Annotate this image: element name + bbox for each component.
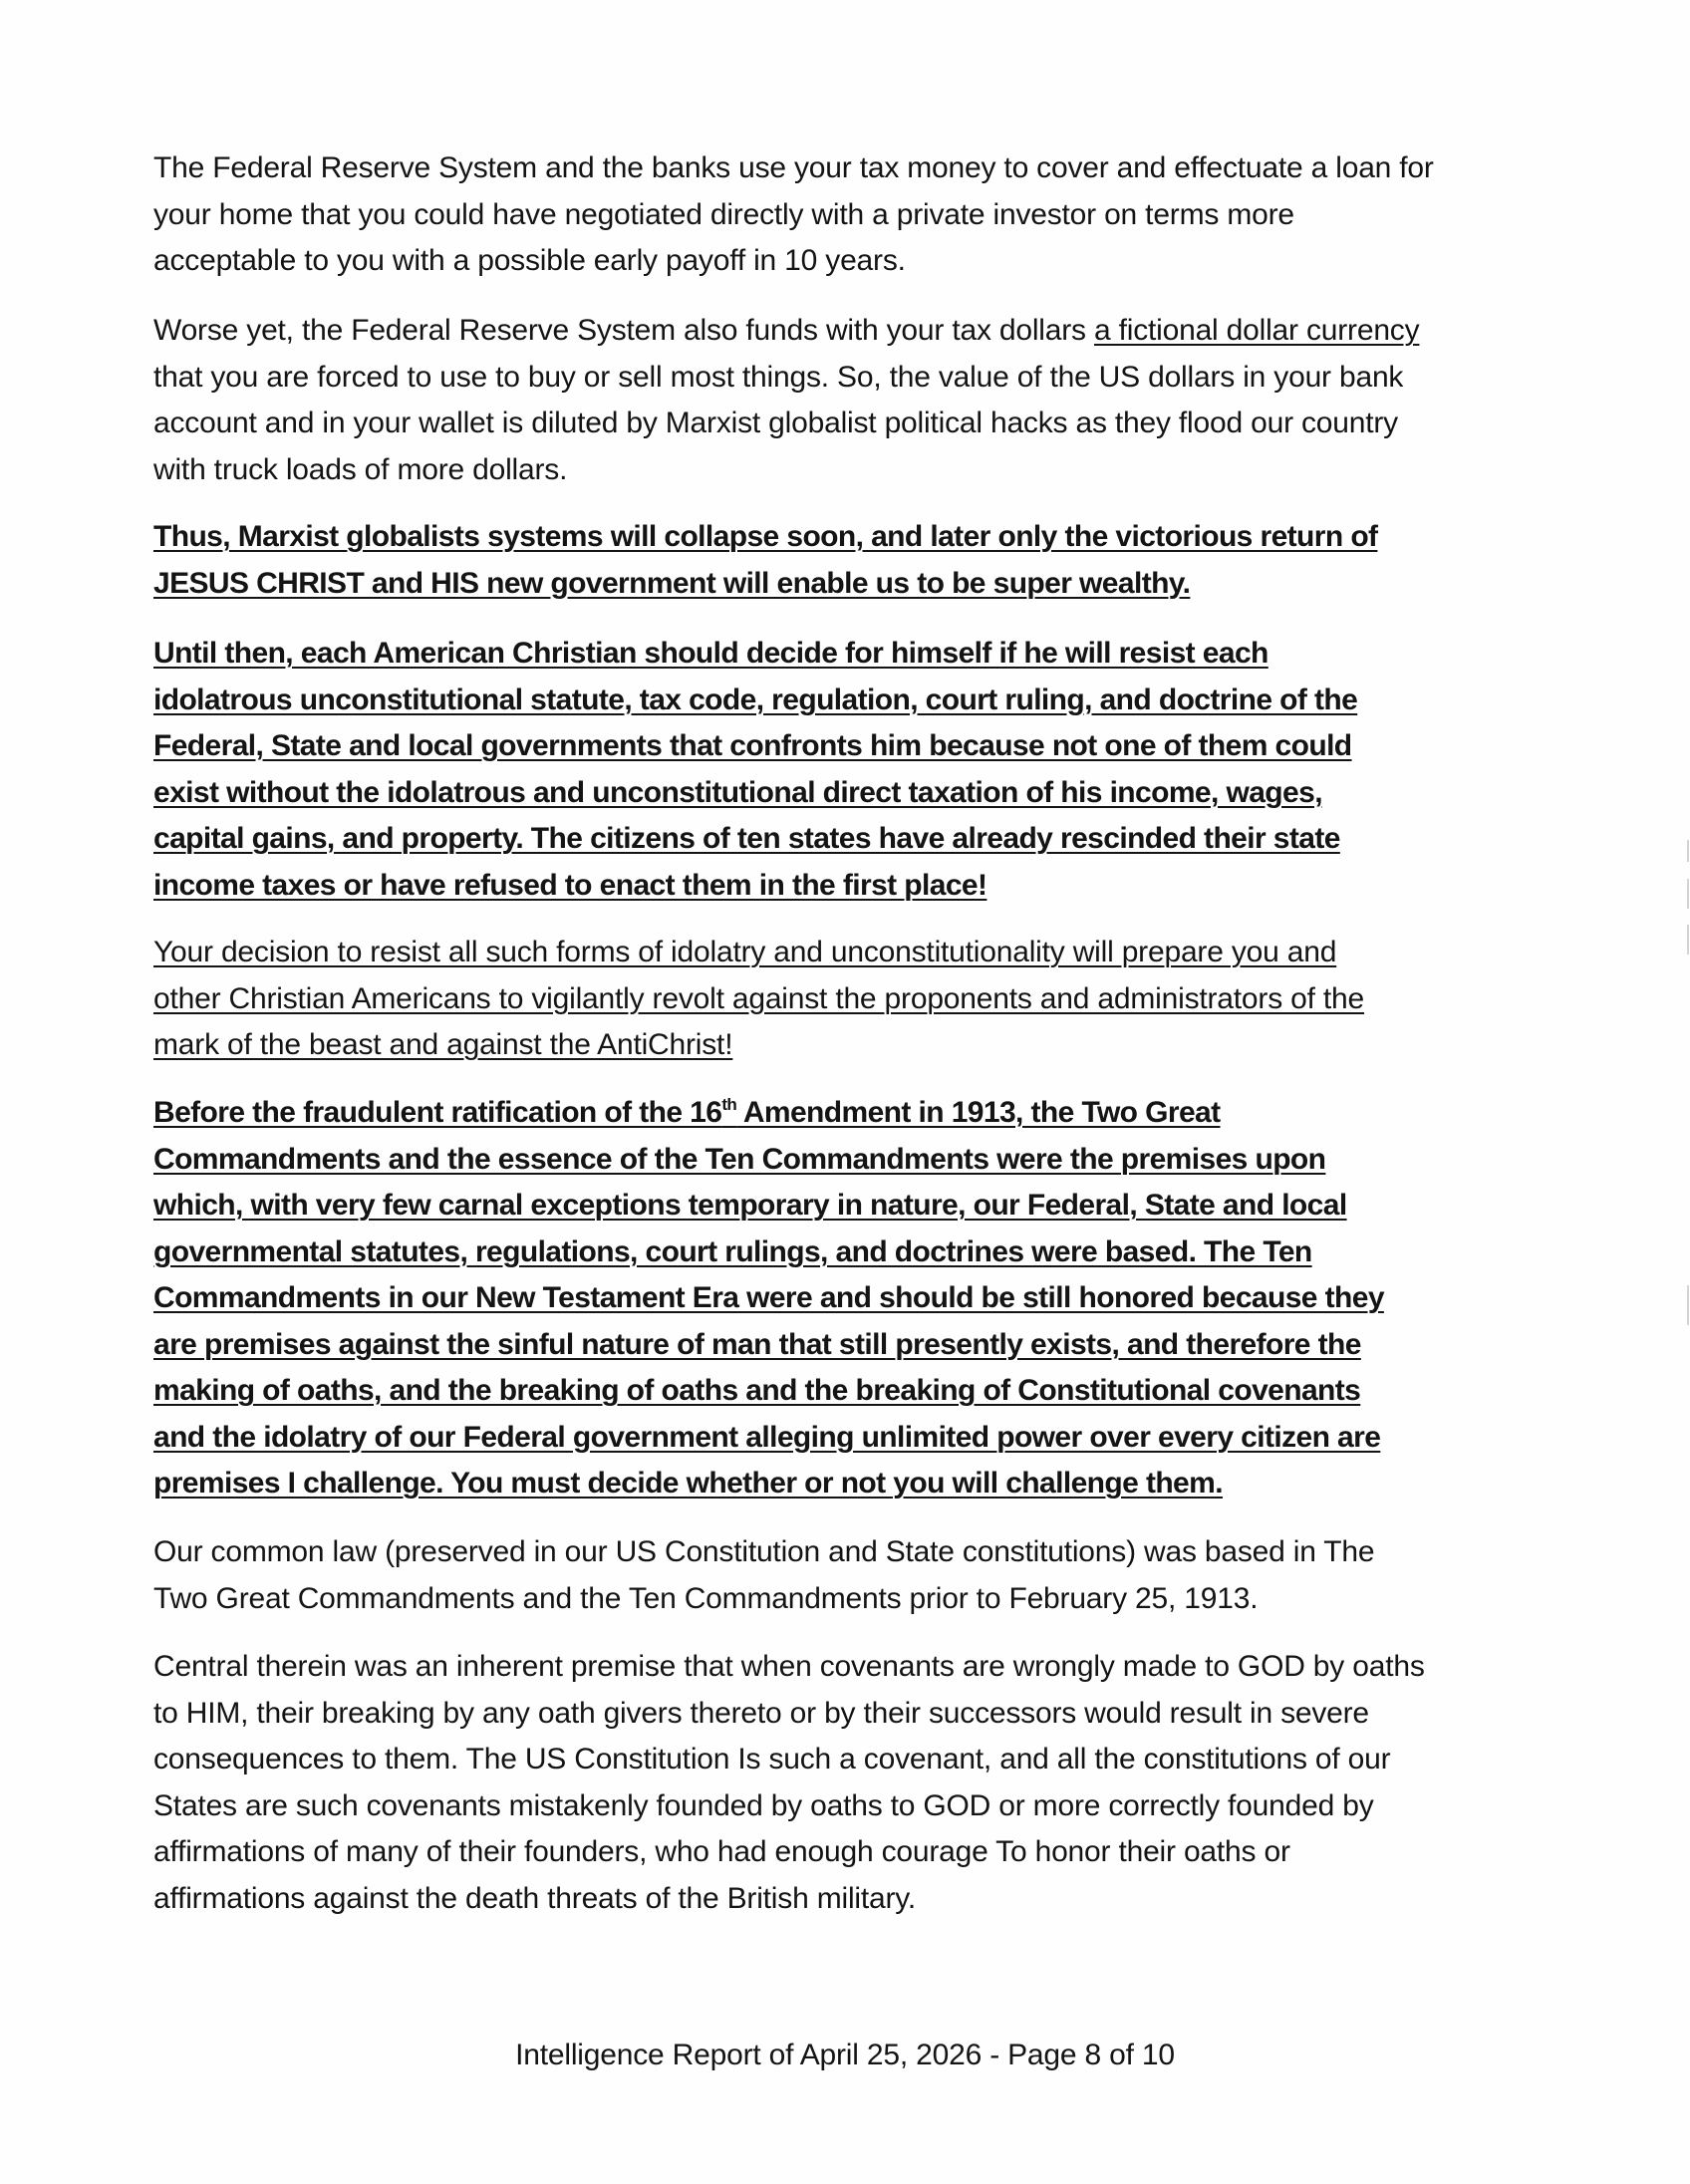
text-run: premises I challenge. You must decide whether or not you will challenge them. bbox=[153, 1467, 1223, 1500]
page-footer: Intelligence Report of April 25, 2026 - Page 8 of 10 bbox=[515, 2039, 1175, 2071]
text-run: JESUS CHRIST and HIS new government will enable us to be super wealthy. bbox=[153, 566, 1191, 600]
text-run: other Christian Americans to vigilantly revolt against the proponents and administrators of the bbox=[153, 981, 1364, 1015]
text-line: with truck loads of more dollars. bbox=[153, 452, 568, 486]
text-line: Central therein was an inherent premise that when covenants are wrongly made to GOD by oaths bbox=[153, 1650, 1425, 1683]
text-line bbox=[153, 863, 1549, 910]
text-line bbox=[153, 1022, 1549, 1069]
text-line bbox=[153, 976, 1549, 1023]
text-run: Worse yet, the Federal Reserve System also funds with your tax dollars bbox=[153, 314, 1094, 347]
paragraph-federal-reserve-loans bbox=[153, 145, 1549, 285]
text-run: Your decision to resist all such forms of idolatry and unconstitutionality will prepare you and bbox=[153, 936, 1337, 968]
text-line: consequences to them. The US Constitution Is such a covenant, and all the constitutions of our bbox=[153, 1743, 1391, 1775]
text-line: account and in your wallet is diluted by Marxist globalist political hacks as they flood our country bbox=[153, 407, 1398, 439]
text-line: affirmations of many of their founders, who had enough courage To honor their oaths or bbox=[153, 1835, 1290, 1868]
superscript-ordinal: th bbox=[721, 1095, 737, 1114]
text-line bbox=[153, 930, 1549, 976]
text-run: which, with very few carnal exceptions temporary in nature, our Federal, State and local bbox=[153, 1189, 1347, 1222]
text-run: Commandments and the essence of the Ten Commandments were the premises upon bbox=[153, 1142, 1326, 1176]
text-run bbox=[153, 1096, 1221, 1129]
paragraph-covenants bbox=[153, 1644, 1549, 1922]
text-line bbox=[153, 308, 1549, 355]
text-line bbox=[153, 1229, 1549, 1276]
text-line: acceptable to you with a possible early payoff in 10 years. bbox=[153, 244, 906, 277]
text-run: are premises against the sinful nature of man that still presently exists, and therefore the bbox=[153, 1327, 1361, 1361]
paragraph-resist-statutes bbox=[153, 631, 1549, 909]
paragraph-decision-to-resist bbox=[153, 930, 1549, 1069]
text-run: idolatrous unconstitutional statute, tax code, regulation, court ruling, and doctrine of the bbox=[153, 682, 1358, 716]
text-line bbox=[153, 678, 1549, 724]
text-line: Two Great Commandments and the Ten Commandments prior to February 25, 1913. bbox=[153, 1581, 1259, 1615]
text-line bbox=[153, 1090, 1549, 1137]
text-line bbox=[153, 1275, 1549, 1322]
text-line: States are such covenants mistakenly founded by oaths to GOD or more correctly founded by bbox=[153, 1788, 1374, 1822]
text-line bbox=[153, 1183, 1549, 1229]
text-line bbox=[153, 1322, 1549, 1369]
text-line bbox=[153, 770, 1549, 817]
text-run: capital gains, and property. The citizens of ten states have already rescinded their state bbox=[153, 822, 1340, 855]
text-line: to HIM, their breaking by any oath givers thereto or by their successors would result in severe bbox=[153, 1696, 1369, 1730]
text-run: exist without the idolatrous and unconstitutional direct taxation of his income, wages, bbox=[153, 775, 1322, 809]
scan-artifact bbox=[1687, 925, 1689, 955]
paragraph-collapse-prediction bbox=[153, 514, 1549, 607]
text-line bbox=[153, 723, 1549, 770]
text-line bbox=[153, 816, 1549, 863]
text-run: making of oaths, and the breaking of oaths and the breaking of Constitutional covenants bbox=[153, 1374, 1361, 1407]
text-run: mark of the beast and against the AntiChrist! bbox=[153, 1028, 733, 1061]
text-line bbox=[153, 1368, 1549, 1415]
text-line bbox=[153, 1415, 1549, 1462]
text-line bbox=[153, 514, 1549, 561]
paragraph-fictional-currency bbox=[153, 308, 1549, 493]
text-run: Until then, each American Christian should decide for himself if he will resist each bbox=[153, 637, 1268, 670]
text-run: income taxes or have refused to enact them in the first place! bbox=[153, 868, 987, 902]
text-line bbox=[153, 1137, 1549, 1184]
text-line bbox=[153, 631, 1549, 678]
text-line: affirmations against the death threats of the British military. bbox=[153, 1881, 916, 1915]
text-line bbox=[153, 561, 1549, 608]
text-run: governmental statutes, regulations, court rulings, and doctrines were based. The Ten bbox=[153, 1234, 1312, 1268]
text-run: Federal, State and local governments that confronts him because not one of them could bbox=[153, 729, 1352, 762]
scan-artifact bbox=[1687, 879, 1689, 909]
text-run: Thus, Marxist globalists systems will collapse soon, and later only the victorious return of bbox=[153, 520, 1378, 553]
text-line: The Federal Reserve System and the banks use your tax money to cover and effectuate a loan for bbox=[153, 151, 1434, 184]
scan-artifact bbox=[1687, 1285, 1689, 1325]
paragraph-common-law bbox=[153, 1529, 1549, 1622]
text-line bbox=[153, 1461, 1549, 1507]
scan-artifact bbox=[1687, 840, 1689, 862]
text-run: Amendment in 1913, the Two Great bbox=[736, 1096, 1221, 1129]
text-line: that you are forced to use to buy or sell most things. So, the value of the US dollars in your bank bbox=[153, 360, 1404, 394]
text-line: your home that you could have negotiated directly with a private investor on terms more bbox=[153, 197, 1294, 231]
text-run: Before the fraudulent ratification of the 16 bbox=[153, 1096, 722, 1129]
text-run: and the idolatry of our Federal government alleging unlimited power over every citizen are bbox=[153, 1420, 1381, 1454]
text-line: Our common law (preserved in our US Constitution and State constitutions) was based in The bbox=[153, 1535, 1375, 1568]
text-run: Commandments in our New Testament Era were and should be still honored because they bbox=[153, 1281, 1384, 1314]
underlined-phrase: a fictional dollar currency bbox=[1093, 314, 1420, 347]
paragraph-16th-amendment bbox=[153, 1090, 1549, 1507]
